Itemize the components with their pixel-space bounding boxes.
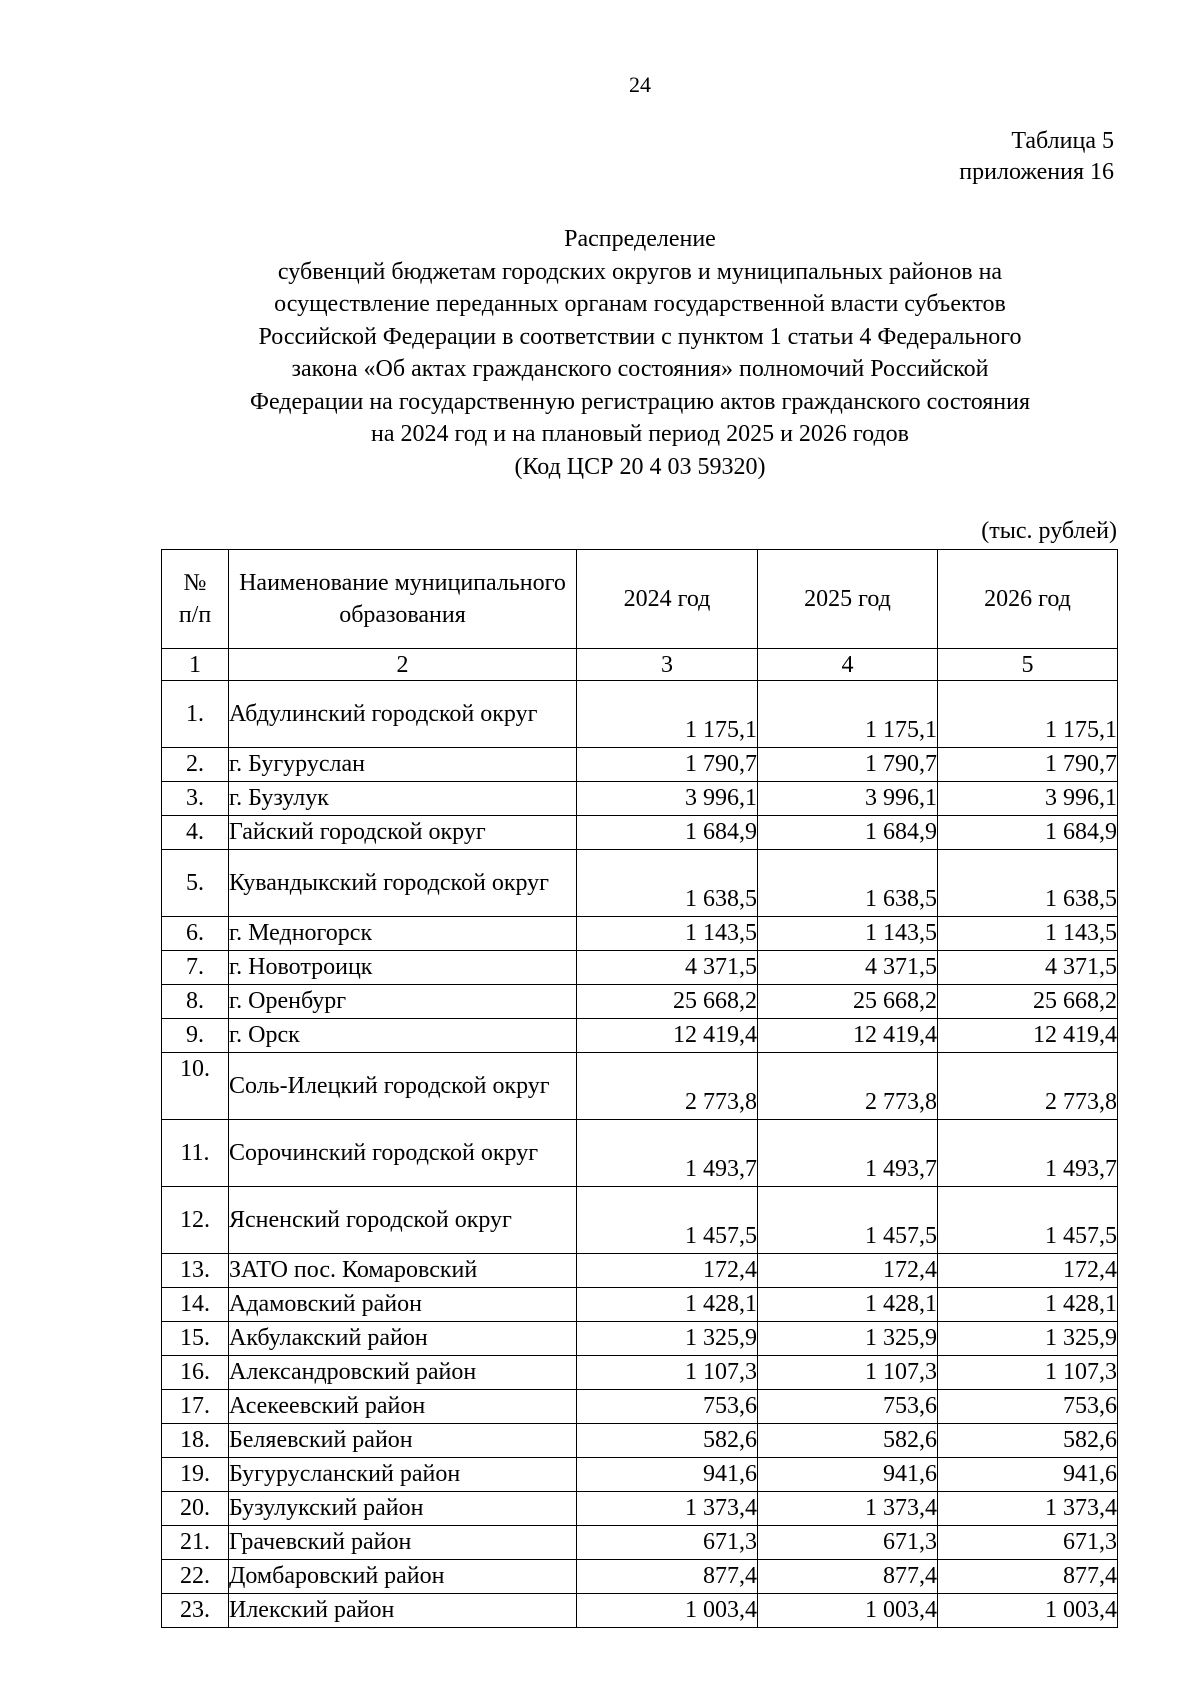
table-row [162,1254,1118,1288]
value-2025: 1 457,5 [758,1187,938,1254]
row-number: 1. [162,681,229,748]
column-number: 2 [229,649,577,681]
table-row [162,681,1118,748]
value-2025: 753,6 [758,1390,938,1424]
value-2025: 671,3 [758,1526,938,1560]
table-row [162,1187,1118,1254]
row-number: 22. [162,1560,229,1594]
value-2025: 4 371,5 [758,951,938,985]
table-ref-line: приложения 16 [959,159,1114,185]
value-2026: 582,6 [938,1424,1118,1458]
value-2026: 1 457,5 [938,1187,1118,1254]
municipality-name: Бузулукский район [229,1492,577,1526]
municipality-name: Соль-Илецкий городской округ [229,1053,577,1120]
municipality-name: Сорочинский городской округ [229,1120,577,1187]
value-2025: 1 373,4 [758,1492,938,1526]
header-num-line: п/п [178,602,212,628]
value-2024: 1 493,7 [577,1120,758,1187]
row-number: 20. [162,1492,229,1526]
value-2024: 4 371,5 [577,951,758,985]
table-row [162,985,1118,1019]
table-reference [959,126,1114,188]
column-number: 3 [577,649,758,681]
page-number: 24 [629,72,651,97]
value-2026: 1 684,9 [938,816,1118,850]
table-row [162,1288,1118,1322]
value-2025: 1 325,9 [758,1322,938,1356]
value-2026: 1 790,7 [938,748,1118,782]
header-2024: 2024 год [577,550,758,649]
row-number: 5. [162,850,229,917]
value-2024: 25 668,2 [577,985,758,1019]
municipality-name: Бугурусланский район [229,1458,577,1492]
value-2026: 1 493,7 [938,1120,1118,1187]
value-2026: 1 325,9 [938,1322,1118,1356]
municipality-name: Беляевский район [229,1424,577,1458]
heading-line: Российской Федерации в соответствии с пунктом 1 статьи 4 Федерального [258,323,1022,350]
heading-line: субвенций бюджетам городских округов и муниципальных районов на [277,258,1003,285]
table-row [162,1424,1118,1458]
municipality-name: Ясненский городской округ [229,1187,577,1254]
value-2024: 1 457,5 [577,1187,758,1254]
value-2025: 2 773,8 [758,1053,938,1120]
municipality-name: Абдулинский городской округ [229,681,577,748]
value-2025: 941,6 [758,1458,938,1492]
value-2026: 1 638,5 [938,850,1118,917]
municipality-name: ЗАТО пос. Комаровский [229,1254,577,1288]
heading-line: Федерации на государственную регистрацию актов гражданского состояния [249,388,1031,415]
table-row [162,1053,1118,1120]
table-row [162,917,1118,951]
heading-line: осуществление переданных органам государственной власти субъектов [274,291,1006,317]
value-2025: 172,4 [758,1254,938,1288]
row-number: 19. [162,1458,229,1492]
value-2026: 1 143,5 [938,917,1118,951]
value-2026: 1 107,3 [938,1356,1118,1390]
municipality-name: Домбаровский район [229,1560,577,1594]
value-2024: 941,6 [577,1458,758,1492]
units-label: (тыс. рублей) [981,518,1117,544]
column-number: 1 [162,649,229,681]
value-2026: 1 003,4 [938,1594,1118,1628]
value-2026: 1 175,1 [938,681,1118,748]
row-number: 8. [162,985,229,1019]
value-2025: 1 175,1 [758,681,938,748]
value-2024: 1 638,5 [577,850,758,917]
municipality-name: г. Оренбург [229,985,577,1019]
table-row [162,951,1118,985]
value-2025: 1 638,5 [758,850,938,917]
municipality-name: г. Новотроицк [229,951,577,985]
municipality-name: Акбулакский район [229,1322,577,1356]
column-number: 5 [938,649,1118,681]
row-number: 7. [162,951,229,985]
municipality-name: Гайский городской округ [229,816,577,850]
row-number: 13. [162,1254,229,1288]
table-row [162,1492,1118,1526]
table-row [162,748,1118,782]
value-2024: 172,4 [577,1254,758,1288]
value-2026: 4 371,5 [938,951,1118,985]
table-row [162,1322,1118,1356]
value-2024: 1 428,1 [577,1288,758,1322]
value-2025: 1 107,3 [758,1356,938,1390]
row-number: 23. [162,1594,229,1628]
value-2026: 25 668,2 [938,985,1118,1019]
header-num [162,550,229,649]
row-number: 17. [162,1390,229,1424]
table-row [162,850,1118,917]
value-2025: 1 003,4 [758,1594,938,1628]
value-2026: 2 773,8 [938,1053,1118,1120]
row-number: 12. [162,1187,229,1254]
header-2025: 2025 год [758,550,938,649]
value-2024: 12 419,4 [577,1019,758,1053]
row-number: 14. [162,1288,229,1322]
heading-line: (Код ЦСР 20 4 03 59320) [514,453,766,480]
value-2026: 3 996,1 [938,782,1118,816]
row-number: 4. [162,816,229,850]
row-number: 11. [162,1120,229,1187]
table-row [162,816,1118,850]
value-2024: 2 773,8 [577,1053,758,1120]
value-2026: 753,6 [938,1390,1118,1424]
value-2024: 1 790,7 [577,748,758,782]
value-2025: 1 428,1 [758,1288,938,1322]
value-2025: 1 493,7 [758,1120,938,1187]
value-2025: 1 790,7 [758,748,938,782]
value-2026: 671,3 [938,1526,1118,1560]
table-row [162,1019,1118,1053]
value-2024: 877,4 [577,1560,758,1594]
value-2025: 12 419,4 [758,1019,938,1053]
table-row [162,1560,1118,1594]
value-2025: 877,4 [758,1560,938,1594]
header-2026: 2026 год [938,550,1118,649]
document-heading [150,223,1130,483]
table-ref-line: Таблица 5 [1011,128,1114,154]
row-number: 21. [162,1526,229,1560]
row-number: 18. [162,1424,229,1458]
municipality-name: г. Орск [229,1019,577,1053]
row-number: 6. [162,917,229,951]
row-number: 15. [162,1322,229,1356]
heading-line: закона «Об актах гражданского состояния» полномочий Российской [291,356,989,382]
value-2024: 1 325,9 [577,1322,758,1356]
table-header-row [162,550,1118,649]
value-2025: 25 668,2 [758,985,938,1019]
subventions-table [161,549,1118,1628]
value-2025: 582,6 [758,1424,938,1458]
row-number: 16. [162,1356,229,1390]
value-2024: 1 684,9 [577,816,758,850]
table-row [162,1120,1118,1187]
table-row [162,1526,1118,1560]
row-number: 9. [162,1019,229,1053]
value-2024: 1 175,1 [577,681,758,748]
heading-line: Распределение [564,226,716,252]
table-row [162,1356,1118,1390]
municipality-name: Илекский район [229,1594,577,1628]
municipality-name: Кувандыкский городской округ [229,850,577,917]
value-2026: 12 419,4 [938,1019,1118,1053]
value-2026: 172,4 [938,1254,1118,1288]
municipality-name: Адамовский район [229,1288,577,1322]
municipality-name: г. Бугуруслан [229,748,577,782]
value-2024: 1 003,4 [577,1594,758,1628]
municipality-name: Грачевский район [229,1526,577,1560]
value-2024: 671,3 [577,1526,758,1560]
value-2026: 1 373,4 [938,1492,1118,1526]
value-2024: 1 107,3 [577,1356,758,1390]
value-2026: 1 428,1 [938,1288,1118,1322]
value-2026: 941,6 [938,1458,1118,1492]
value-2024: 582,6 [577,1424,758,1458]
municipality-name: г. Медногорск [229,917,577,951]
row-number: 2. [162,748,229,782]
municipality-name: Александровский район [229,1356,577,1390]
table-row [162,1390,1118,1424]
value-2025: 1 684,9 [758,816,938,850]
column-number-row [162,649,1118,681]
value-2026: 877,4 [938,1560,1118,1594]
table-row [162,1458,1118,1492]
table-row [162,782,1118,816]
municipality-name: Асекеевский район [229,1390,577,1424]
value-2025: 1 143,5 [758,917,938,951]
column-number: 4 [758,649,938,681]
value-2024: 1 373,4 [577,1492,758,1526]
header-name: Наименование муниципального образования [229,550,577,649]
municipality-name: г. Бузулук [229,782,577,816]
row-number: 10. [162,1053,229,1120]
row-number: 3. [162,782,229,816]
value-2024: 3 996,1 [577,782,758,816]
value-2024: 1 143,5 [577,917,758,951]
header-num-line: № [183,570,207,596]
value-2025: 3 996,1 [758,782,938,816]
table-row [162,1594,1118,1628]
value-2024: 753,6 [577,1390,758,1424]
heading-line: на 2024 год и на плановый период 2025 и 2026 годов [370,421,910,447]
